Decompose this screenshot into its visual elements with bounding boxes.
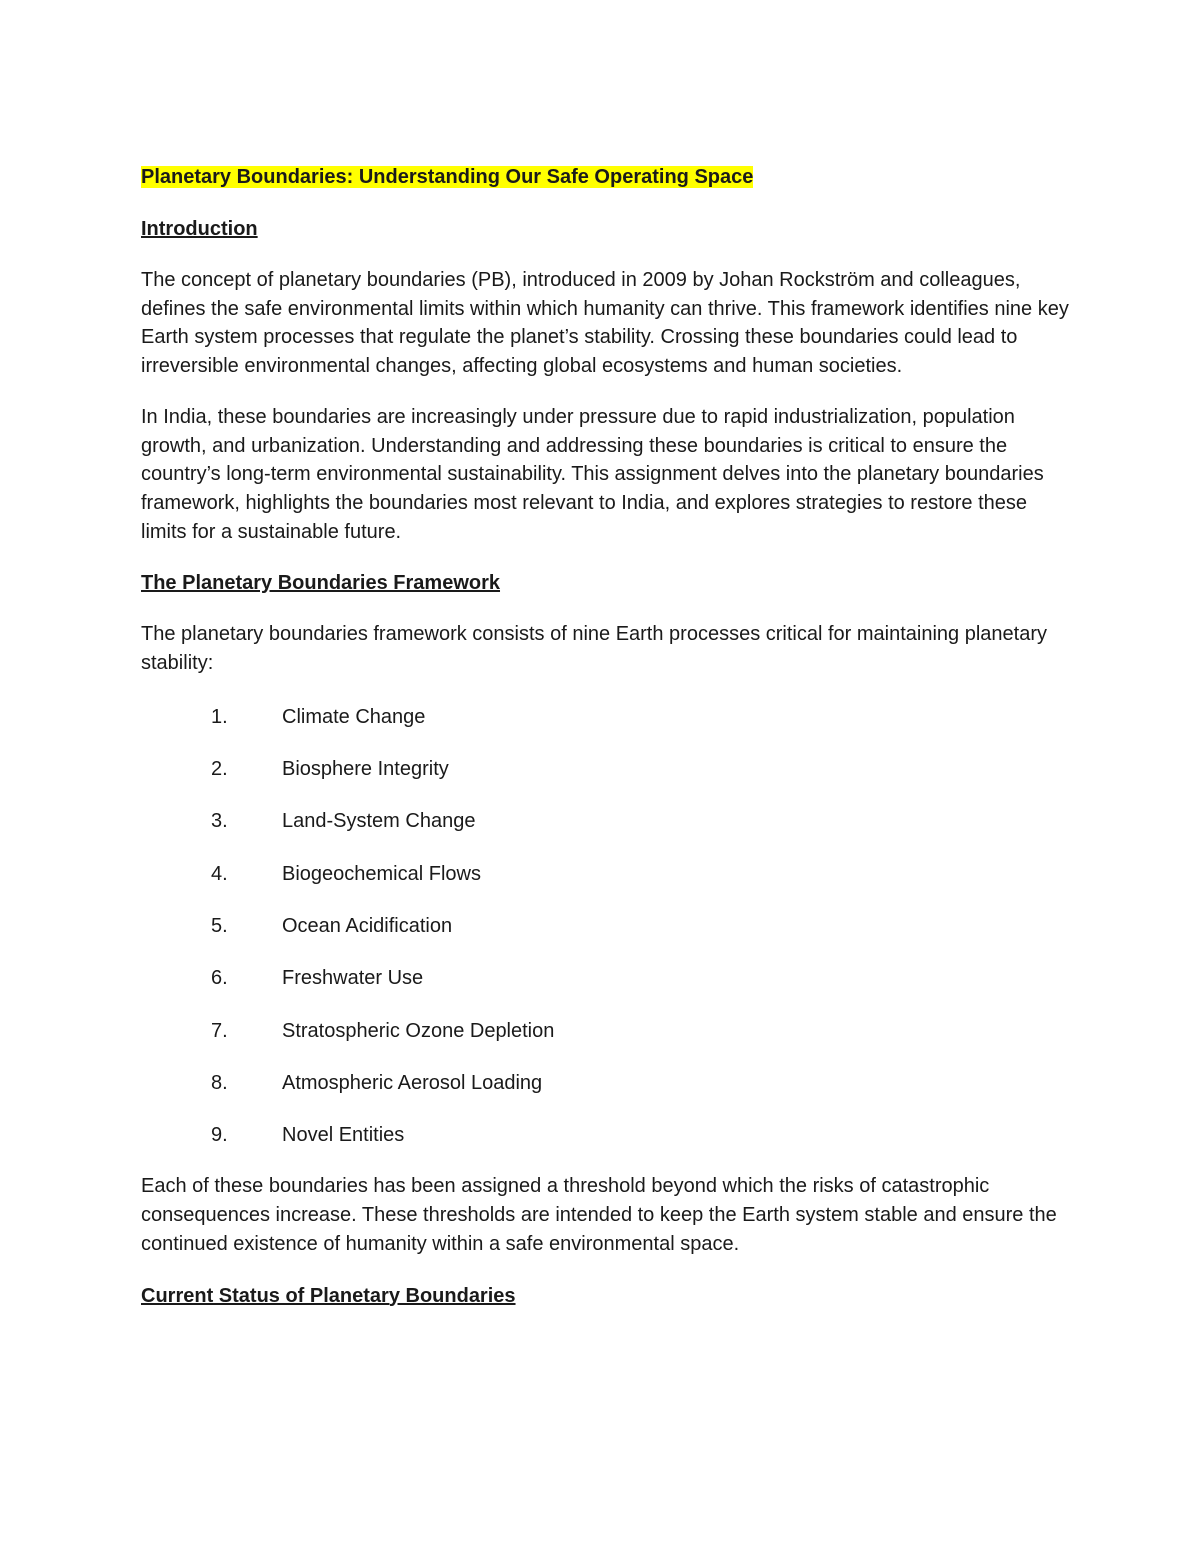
- list-item-label: Stratospheric Ozone Depletion: [282, 1019, 555, 1042]
- framework-heading: The Planetary Boundaries Framework: [141, 572, 501, 595]
- list-item-label: Biosphere Integrity: [282, 758, 449, 781]
- list-item-label: Atmospheric Aerosol Loading: [282, 1071, 543, 1094]
- list-item: [141, 1016, 1071, 1046]
- list-item-number: 7.: [211, 1019, 228, 1042]
- document-title: [141, 162, 1071, 192]
- framework-paragraph-1: The planetary boundaries framework consists of nine Earth processes critical for maintaining planetary stability:: [141, 623, 1047, 675]
- list-item-label: Novel Entities: [282, 1124, 405, 1147]
- list-item-label: Ocean Acidification: [282, 914, 453, 937]
- list-item: [141, 1068, 1071, 1098]
- list-item-number: 9.: [211, 1124, 228, 1147]
- list-item-number: 4.: [211, 862, 228, 885]
- list-item: [141, 859, 1071, 889]
- list-item-label: Climate Change: [282, 705, 426, 728]
- current-status-heading: Current Status of Planetary Boundaries: [141, 1284, 516, 1307]
- introduction-paragraph-1: The concept of planetary boundaries (PB), introduced in 2009 by Johan Rockström and colleagues, defines the safe environmental limits within which humanity can thrive. This framework identifies nine key Earth system processes that regulate the planet’s stability. Crossing these boundaries could lead to irreversible environmental changes, affecting global ecosystems and human societies.: [141, 269, 1069, 378]
- list-item: [141, 806, 1071, 836]
- document-title-text: Planetary Boundaries: Understanding Our Safe Operating Space: [141, 166, 754, 188]
- introduction-heading: Introduction: [141, 218, 258, 240]
- list-item-number: 1.: [211, 705, 228, 728]
- list-item-number: 8.: [211, 1071, 228, 1094]
- list-item-number: 6.: [211, 967, 228, 990]
- list-item: [141, 963, 1071, 993]
- list-item-number: 2.: [211, 758, 228, 781]
- list-item: [141, 702, 1071, 732]
- document-page: [141, 162, 1071, 1333]
- list-item: [141, 1120, 1071, 1150]
- list-item: [141, 911, 1071, 941]
- list-item-number: 3.: [211, 810, 228, 833]
- list-item-label: Land-System Change: [282, 810, 476, 833]
- framework-paragraph-2: Each of these boundaries has been assigned a threshold beyond which the risks of catastrophic consequences increase. These thresholds are intended to keep the Earth system stable and ensure the continued existence of humanity within a safe environmental space.: [141, 1175, 1057, 1255]
- list-item-label: Freshwater Use: [282, 967, 424, 990]
- introduction-paragraph-2: In India, these boundaries are increasingly under pressure due to rapid industrialization, population growth, and urbanization. Understanding and addressing these boundaries is critical to ensure the country’s long-term environmental sustainability. This assignment delves into the planetary boundaries framework, highlights the boundaries most relevant to India, and explores strategies to restore these limits for a sustainable future.: [141, 405, 1044, 543]
- list-item-number: 5.: [211, 914, 228, 937]
- list-item: [141, 754, 1071, 784]
- boundaries-list: [141, 702, 1071, 1150]
- list-item-label: Biogeochemical Flows: [282, 862, 481, 885]
